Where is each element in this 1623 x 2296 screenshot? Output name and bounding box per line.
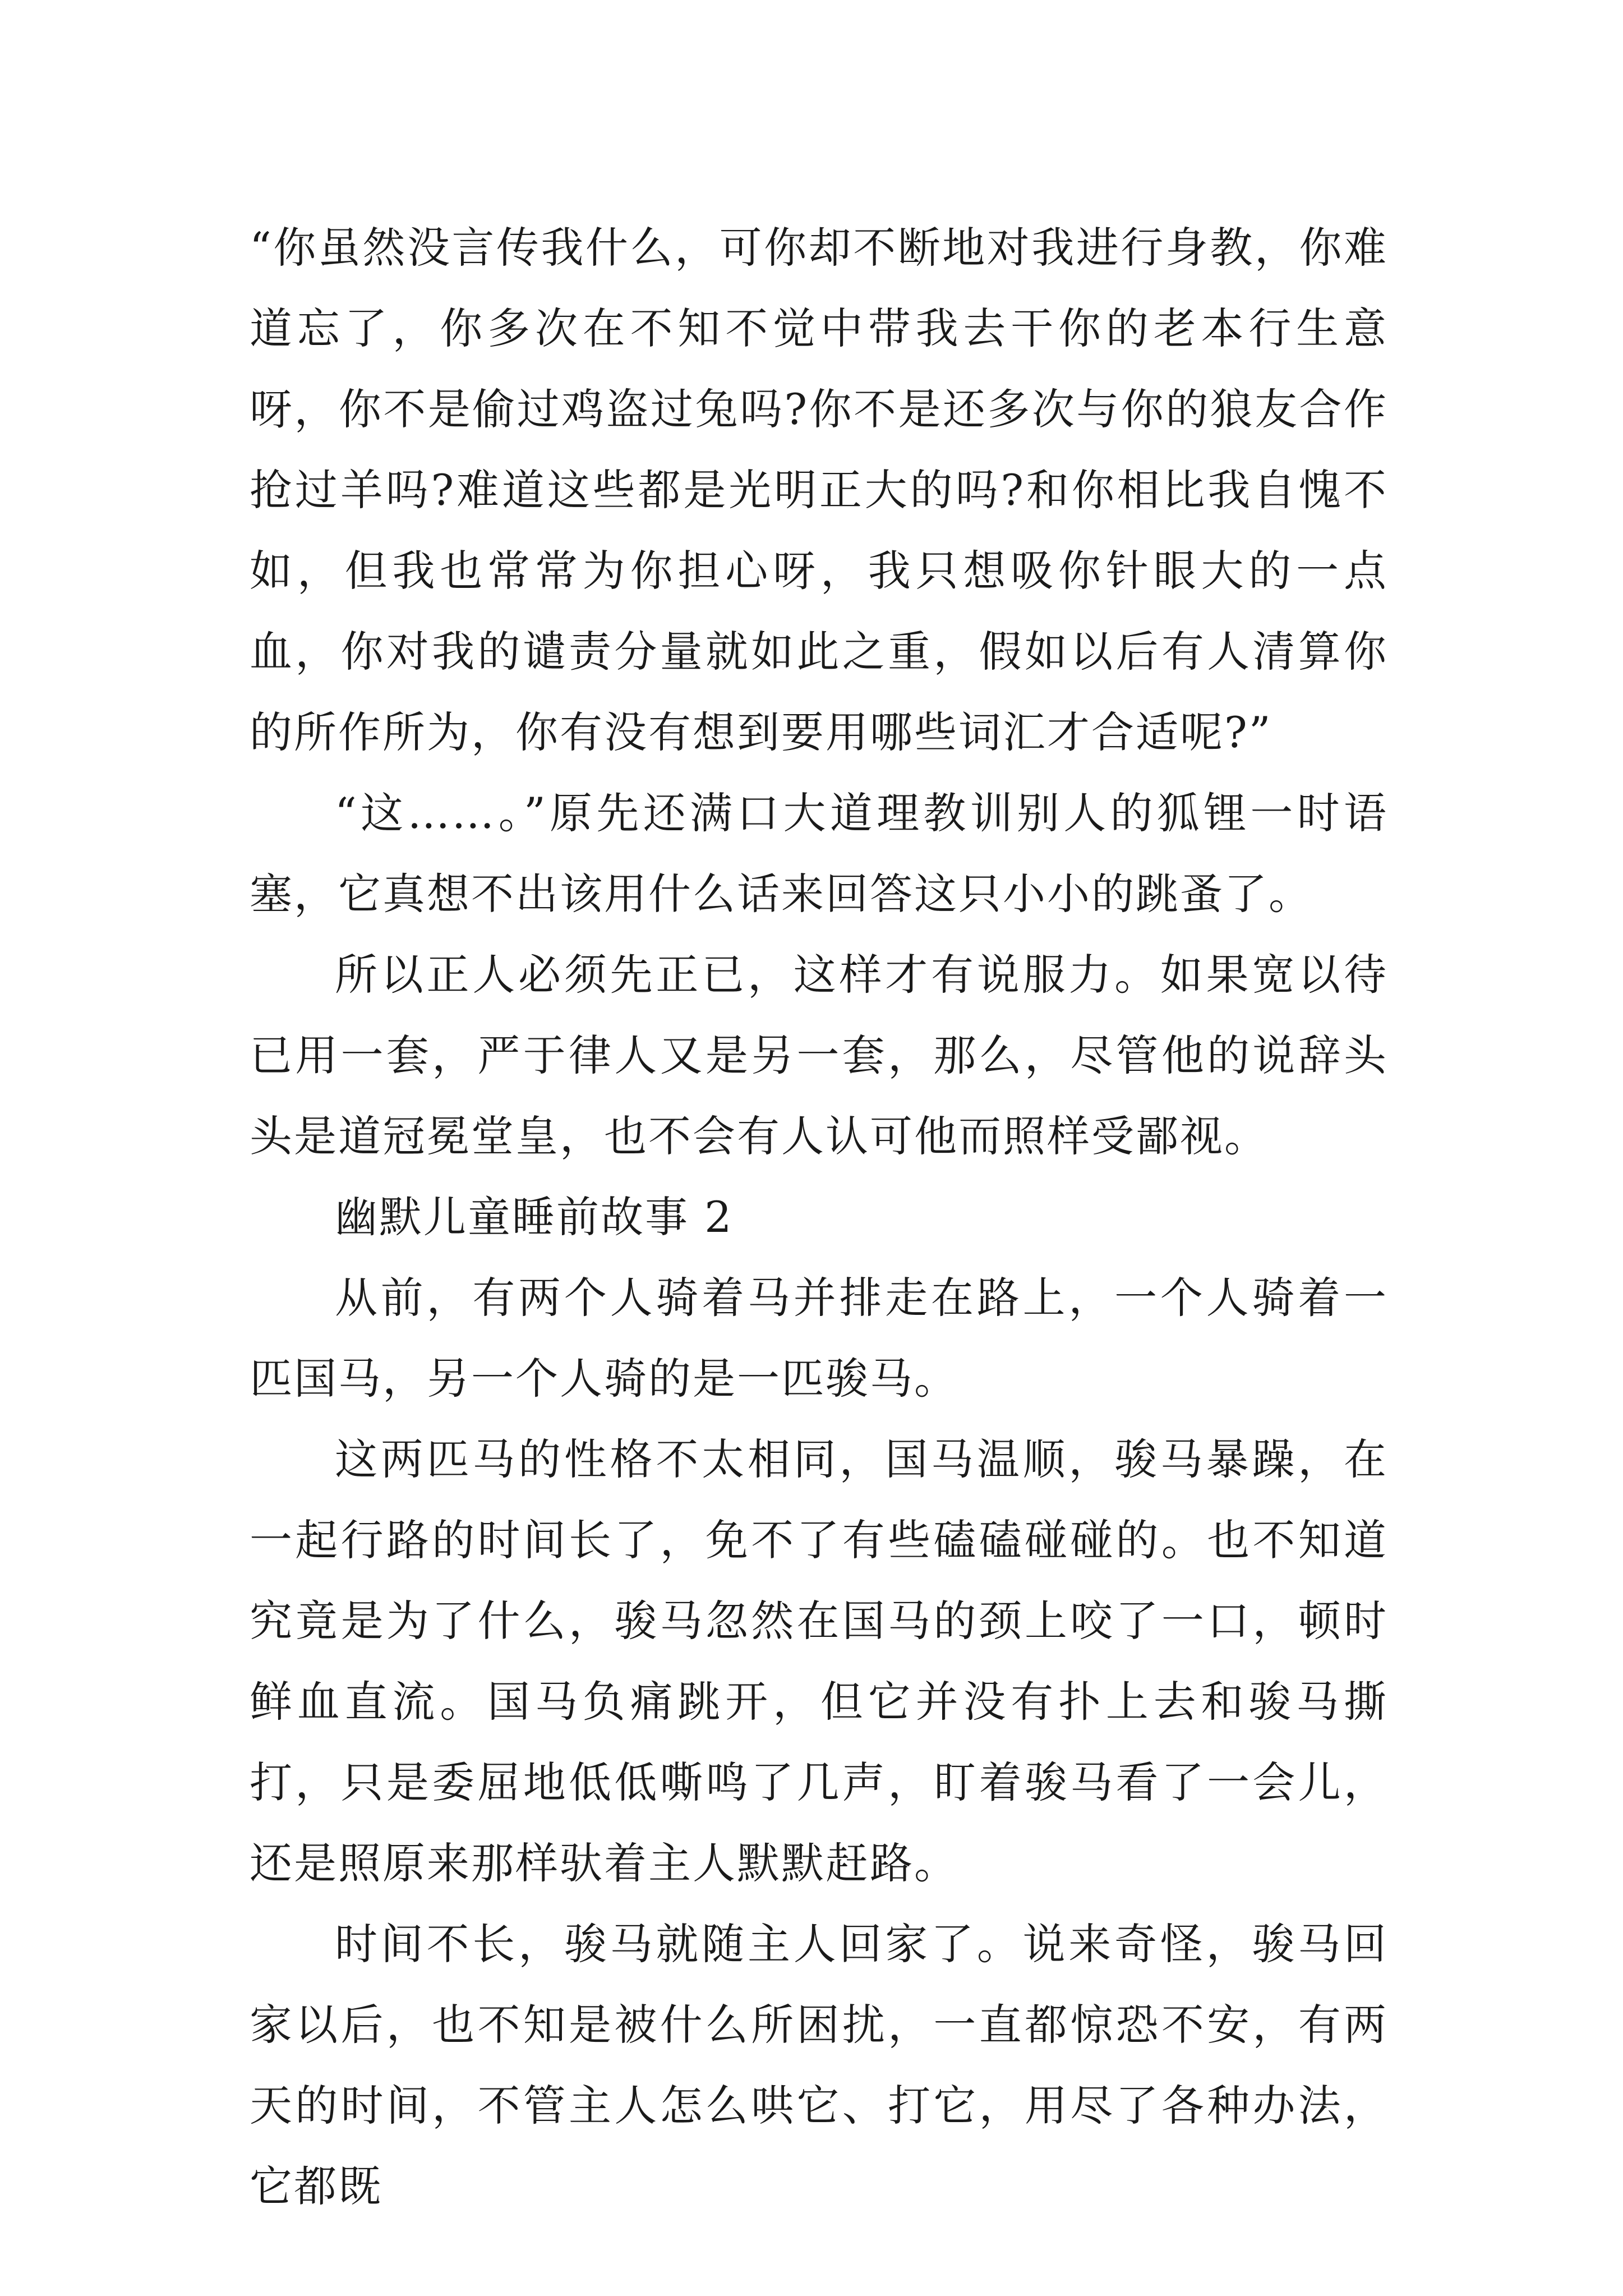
paragraph-moral: 所以正人必须先正已，这样才有说服力。如果宽以待已用一套，严于律人又是另一套，那么，尽管他的说辞头头是道冠冕堂皇，也不会有人认可他而照样受鄙视。 (250, 950, 1388, 1161)
document-body (250, 208, 1388, 2227)
paragraph-horse-home: 时间不长，骏马就随主人回家了。说来奇怪，骏马回家以后，也不知是被什么所困扰，一直都惊恐不安，有两天的时间，不管主人怎么哄它、打它，用尽了各种办法，它都既 (250, 1919, 1388, 2211)
paragraph-horse-bite: 这两匹马的性格不太相同，国马温顺，骏马暴躁，在一起行路的时间长了，免不了有些磕磕碰碰的。也不知道究竟是为了什么，骏马忽然在国马的颈上咬了一口，顿时鲜血直流。国马负痛跳开，但它并没有扑上去和骏马撕打，只是委屈地低低嘶鸣了几声，盯着骏马看了一会儿，还是照原来那样驮着主人默默赶路。 (250, 1434, 1388, 1888)
paragraph-two-horses: 从前，有两个人骑着马并排走在路上，一个人骑着一匹国马，另一个人骑的是一匹骏马。 (250, 1273, 1388, 1404)
section-title: 幽默儿童睡前故事 2 (335, 1192, 734, 1242)
paragraph-fox-speechless: “这……。”原先还满口大道理教训别人的狐锂一时语塞，它真想不出该用什么话来回答这只小小的跳蚤了。 (250, 788, 1388, 919)
paragraph-flea-reply: “你虽然没言传我什么，可你却不断地对我进行身教，你难道忘了，你多次在不知不觉中带我去干你的老本行生意呀，你不是偷过鸡盗过兔吗?你不是还多次与你的狼友合作抢过羊吗?难道这些都是光明正大的吗?和你相比我自愧不如，但我也常常为你担心呀，我只想吸你针眼大的一点血，你对我的谴责分量就如此之重，假如以后有人清算你的所作所为，你有没有想到要用哪些词汇才合适呢?” (250, 223, 1388, 757)
